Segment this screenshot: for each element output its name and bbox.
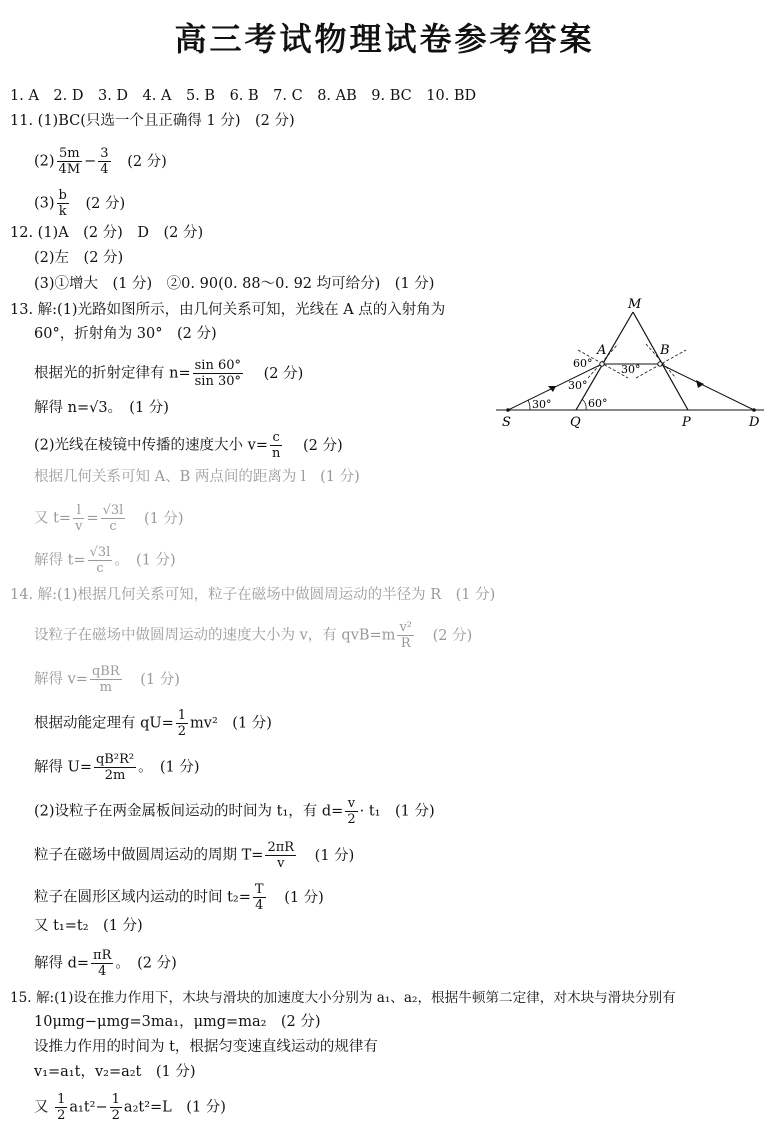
q14-l2-score: (2 分) [432,627,473,644]
q13-l5-num: c [270,430,282,446]
q14-line8 [34,882,324,913]
q14-l3-score: (1 分) [140,671,180,688]
q13-l3-prefix: 根据光的折射定律有 n= [34,365,191,382]
label-a: A [597,343,607,358]
q13-line7 [34,503,184,534]
q14-line9: 又 t₁=t₂ (1 分) [34,918,143,934]
q13-l8-score: 。 (1 分) [114,552,176,569]
q13-line8 [34,545,176,576]
q15-l5-den2: 2 [111,1108,120,1123]
q14-l2-num: v² [399,620,412,635]
q13-l5-prefix: (2)光线在棱镜中传播的速度大小 v= [34,437,268,454]
q15-line2: 10μmg−μmg=3ma₁，μmg=ma₂ (2 分) [34,1014,321,1030]
q11-p3-score: (2 分) [85,195,126,212]
page-title: 高三考试物理试卷参考答案 [174,20,595,58]
q11-p2-f2-den: 4 [100,162,109,177]
q14-l2-fraction [397,620,414,651]
q13-l3-den: sin 30° [194,374,241,389]
q14-l5-fraction [94,752,136,783]
q14-l7-prefix: 粒子在磁场中做圆周运动的周期 T= [34,847,264,864]
q11-part3 [34,188,125,219]
q15-l5-fraction1 [55,1092,67,1123]
q12-part1: 12. (1)A (2 分) D (2 分) [10,225,204,241]
q11-p3-prefix: (3) [34,195,55,212]
answers-1-10: 1. A 2. D 3. D 4. A 5. B 6. B 7. C 8. AB 9. BC 10. BD [10,88,477,104]
q14-l6-den: 2 [347,812,356,827]
q12-part2: (2)左 (2 分) [34,250,124,266]
q14-l7-num: 2πR [267,840,295,855]
label-angle-30-a: 30° [568,379,588,392]
light-path-diagram [496,296,766,432]
q15-l5-num2: 1 [111,1092,120,1107]
label-m: M [628,297,642,312]
q11-part2 [34,146,167,177]
q14-line5 [34,752,199,783]
q14-l3-den: m [99,680,112,695]
q14-line2 [34,620,472,651]
arc-q [582,399,586,410]
q13-l7-num1: l [73,503,84,519]
q14-l7-fraction [265,840,296,871]
q15-line5 [34,1092,226,1123]
arc-s [528,400,530,410]
q13-l7-den1: v [75,519,83,534]
q14-l7-den: v [277,856,285,871]
label-b: B [660,343,670,358]
q11-p2-f1-num: 5m [57,146,83,162]
q13-l7-fraction2 [101,503,126,534]
q14-l6-fraction [345,796,357,827]
q13-l7-score: (1 分) [143,510,184,527]
q14-l4-fraction [176,708,188,739]
q14-line1: 14. 解:(1)根据几何关系可知，粒子在磁场中做圆周运动的半径为 R (1 分) [10,587,496,603]
q15-l5-fraction2 [110,1092,122,1123]
q11-p2-fraction2 [98,146,110,177]
exit-arrow [696,380,704,388]
q14-l6-prefix: (2)设粒子在两金属板间运动的时间为 t₁，有 d= [34,803,344,820]
q14-l10-prefix: 解得 d= [34,955,90,972]
q14-l7-score: (1 分) [314,847,355,864]
label-angle-30-s: 30° [532,398,552,411]
q13-l7-prefix: 又 t= [34,510,72,527]
q15-line3: 设推力作用的时间为 t，根据匀变速直线运动的规律有 [34,1039,378,1055]
q14-line6 [34,796,435,827]
q14-l6-num: v [345,796,357,812]
q13-line1: 13. 解:(1)光路如图所示，由几何关系可知，光线在 A 点的入射角为 [10,302,446,318]
q14-l10-fraction [91,948,113,979]
label-angle-30-b: 30° [621,363,641,376]
q15-line1: 15. 解:(1)设在推力作用下，木块与滑块的加速度大小分别为 a₁、a₂，根据牛顿第二定律，对木块与滑块分别有 [10,990,676,1006]
label-angle-60-q: 60° [588,397,608,410]
q11-p2-fraction1 [57,146,83,177]
q11-p2-minus: − [84,153,97,170]
q14-l4-suffix: mv² (1 分) [190,715,272,732]
q14-l8-num: T [254,882,264,897]
label-angle-60-a: 60° [573,357,593,370]
q14-l3-fraction [90,664,122,695]
point-a [600,362,604,366]
q11-part1: 11. (1)BC(只选一个且正确得 1 分) (2 分) [10,113,295,129]
q13-line2: 60°，折射角为 30° (2 分) [34,326,217,342]
q13-l5-score: (2 分) [302,437,343,454]
label-p: P [682,415,691,430]
q14-l5-score: 。 (1 分) [138,759,200,776]
q15-l5-den1: 2 [57,1108,66,1123]
q13-line6: 根据几何关系可知 A、B 两点间的距离为 l (1 分) [34,469,360,485]
q13-l7-eq: = [86,510,99,527]
q13-l8-den: c [96,561,104,576]
incident-arrow [548,386,556,392]
q14-l6-suffix: · t₁ (1 分) [359,803,435,820]
q14-l2-prefix: 设粒子在磁场中做圆周运动的速度大小为 v，有 qvB=m [34,627,396,644]
point-d [752,408,756,412]
q13-l3-fraction [193,358,243,389]
q14-line3 [34,664,180,695]
point-b [658,362,662,366]
q11-p3-num: b [58,188,67,203]
q14-l10-den: 4 [98,964,107,979]
q15-l5-num1: 1 [57,1092,66,1107]
q13-line4: 解得 n=√3。 (1 分) [34,400,169,416]
q14-l2-den: R [400,636,411,651]
q14-line7 [34,840,354,871]
q14-l3-prefix: 解得 v= [34,671,88,688]
q13-l3-score: (2 分) [263,365,304,382]
q15-l5-mid: a₁t²− [69,1099,108,1116]
exit-ray [660,364,754,410]
label-s: S [502,415,511,430]
q11-p2-score: (2 分) [127,153,167,170]
q13-line3 [34,358,303,389]
q11-p2-f2-num: 3 [100,146,109,161]
q12-part3: (3)①增大 (1 分) ②0. 90(0. 88～0. 92 均可给分) (1 分) [34,276,435,292]
q14-l5-prefix: 解得 U= [34,759,92,776]
q14-l10-score: 。 (2 分) [115,955,177,972]
q13-line5 [34,430,343,461]
label-d: D [749,415,760,430]
q14-l4-prefix: 根据动能定理有 qU= [34,715,174,732]
q13-l8-num: √3l [89,545,111,560]
q14-l3-num: qBR [91,664,120,679]
q14-l8-fraction [253,882,266,913]
q14-l5-den: 2m [104,768,126,783]
q13-l5-den: n [272,446,281,461]
q11-p2-prefix: (2) [34,153,55,170]
q14-l8-score: (1 分) [284,889,324,906]
q13-l8-prefix: 解得 t= [34,552,86,569]
q14-line4 [34,708,272,739]
q15-l5-suffix: a₂t²=L (1 分) [123,1099,226,1116]
q14-l10-num: πR [93,948,112,963]
q11-p3-den: k [58,204,67,219]
q13-l3-num: sin 60° [194,358,241,373]
q14-l8-den: 4 [255,898,264,913]
label-q: Q [570,415,581,430]
q14-line10 [34,948,177,979]
q13-l8-fraction [88,545,113,576]
q11-p2-f1-den: 4M [58,162,81,177]
point-s [506,408,510,412]
q11-p3-fraction [57,188,69,219]
q14-l8-prefix: 粒子在圆形区域内运动的时间 t₂= [34,889,251,906]
q14-l4-num: 1 [177,708,187,723]
q13-l7-fraction1 [73,503,84,534]
q14-l4-den: 2 [177,724,187,739]
q14-l5-num: qB²R² [95,752,135,767]
q13-l5-fraction [270,430,282,461]
q15-line4: v₁=a₁t，v₂=a₂t (1 分) [34,1064,196,1080]
q13-l7-num2: √3l [102,503,124,518]
q13-l7-den2: c [109,519,117,534]
q15-l5-prefix: 又 [34,1099,49,1116]
